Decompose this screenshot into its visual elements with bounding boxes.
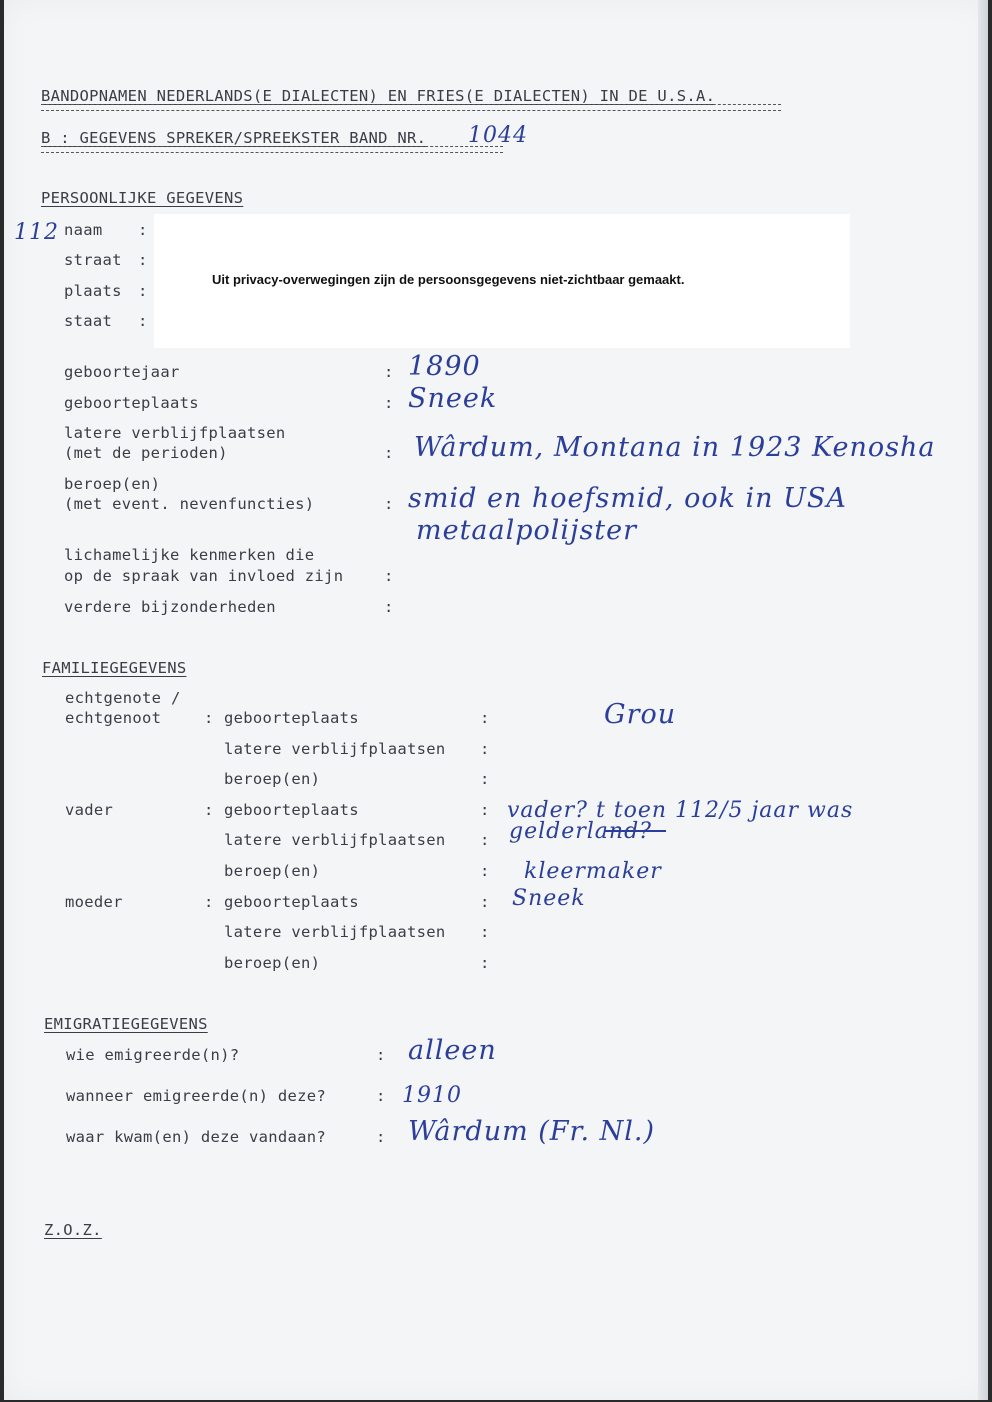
value-echtgenote-geboorteplaats: Grou xyxy=(604,699,677,730)
label-moeder: moeder xyxy=(65,893,123,911)
margin-note: 112 xyxy=(14,220,59,245)
label-echtgenote-1: echtgenote / xyxy=(65,689,181,707)
label-waar: waar kwam(en) deze vandaan? xyxy=(66,1128,327,1146)
colon: : xyxy=(384,444,394,462)
label-lichamelijk-1: lichamelijke kenmerken die xyxy=(64,546,315,564)
label-wanneer: wanneer emigreerde(n) deze? xyxy=(66,1087,327,1105)
colon: : xyxy=(376,1087,386,1105)
label-echtgenote-2: echtgenoot xyxy=(65,709,162,727)
colon: : xyxy=(138,251,148,269)
value-geboorteplaats: Sneek xyxy=(408,383,498,414)
label-straat: straat xyxy=(64,251,122,269)
label-naam: naam xyxy=(64,221,103,239)
label-moeder-latere: latere verblijfplaatsen xyxy=(224,923,446,941)
band-number: 1044 xyxy=(468,123,528,148)
value-wie: alleen xyxy=(408,1035,497,1066)
label-geboortejaar: geboortejaar xyxy=(64,363,180,381)
colon: : xyxy=(138,221,148,239)
colon: : xyxy=(480,893,490,911)
label-staat: staat xyxy=(64,312,113,330)
colon: : xyxy=(480,831,490,849)
colon: : xyxy=(376,1128,386,1146)
colon: : xyxy=(204,709,214,727)
colon: : xyxy=(138,282,148,300)
colon: : xyxy=(480,923,490,941)
colon: : xyxy=(376,1046,386,1064)
section-heading-persoonlijk: PERSOONLIJKE GEGEVENS xyxy=(41,189,244,207)
label-moeder-beroep: beroep(en) xyxy=(224,954,321,972)
section-heading-familie: FAMILIEGEGEVENS xyxy=(42,659,187,677)
strikethrough-mark xyxy=(604,830,666,832)
page-edge xyxy=(978,0,988,1400)
section-heading-emigratie: EMIGRATIEGEGEVENS xyxy=(44,1015,208,1033)
label-echtgenote-latere: latere verblijfplaatsen xyxy=(224,740,446,758)
label-vader-beroep: beroep(en) xyxy=(224,862,321,880)
form-page xyxy=(4,0,988,1400)
label-geboorteplaats: geboorteplaats xyxy=(64,394,199,412)
label-echtgenote-beroep: beroep(en) xyxy=(224,770,321,788)
value-latere-verblijfplaatsen: Wârdum, Montana in 1923 Kenosha xyxy=(414,432,936,463)
colon: : xyxy=(384,598,394,616)
value-vader-beroep: kleermaker xyxy=(524,859,662,884)
label-vader-latere: latere verblijfplaatsen xyxy=(224,831,446,849)
label-beroep-1: beroep(en) xyxy=(64,475,161,493)
label-latere-2: (met de perioden) xyxy=(64,444,228,462)
colon: : xyxy=(384,394,394,412)
privacy-notice: Uit privacy-overwegingen zijn de persoonsgegevens niet-zichtbaar gemaakt. xyxy=(212,272,685,287)
label-vader-geboorteplaats: geboorteplaats xyxy=(224,801,359,819)
form-subtitle: B : GEGEVENS SPREKER/SPREEKSTER BAND NR. xyxy=(41,129,427,147)
label-verdere: verdere bijzonderheden xyxy=(64,598,276,616)
label-plaats: plaats xyxy=(64,282,122,300)
form-title: BANDOPNAMEN NEDERLANDS(E DIALECTEN) EN FRIES(E DIALECTEN) IN DE U.S.A. xyxy=(41,87,716,105)
title-double-rule xyxy=(41,104,781,111)
colon: : xyxy=(480,740,490,758)
value-vader-latere: gelderland? xyxy=(509,819,652,844)
colon: : xyxy=(480,801,490,819)
value-vader-geboorteplaats: vader? t toen 112/5 jaar was xyxy=(507,798,854,823)
label-echtgenote-geboorteplaats: geboorteplaats xyxy=(224,709,359,727)
colon: : xyxy=(384,567,394,585)
colon: : xyxy=(480,709,490,727)
label-wie: wie emigreerde(n)? xyxy=(66,1046,240,1064)
value-beroep-2: metaalpolijster xyxy=(416,515,638,546)
label-beroep-2: (met event. nevenfuncties) xyxy=(64,495,315,513)
value-waar: Wârdum (Fr. Nl.) xyxy=(408,1116,656,1147)
label-vader: vader xyxy=(65,801,114,819)
colon: : xyxy=(480,862,490,880)
label-moeder-geboorteplaats: geboorteplaats xyxy=(224,893,359,911)
colon: : xyxy=(204,893,214,911)
colon: : xyxy=(480,954,490,972)
value-beroep-1: smid en hoefsmid, ook in USA xyxy=(408,483,847,514)
value-wanneer: 1910 xyxy=(402,1083,462,1108)
colon: : xyxy=(204,801,214,819)
privacy-redaction-box xyxy=(154,214,850,348)
colon: : xyxy=(384,495,394,513)
subtitle-double-rule xyxy=(41,146,503,153)
label-lichamelijk-2: op de spraak van invloed zijn xyxy=(64,567,344,585)
value-moeder-geboorteplaats: Sneek xyxy=(512,886,586,911)
colon: : xyxy=(480,770,490,788)
colon: : xyxy=(384,363,394,381)
colon: : xyxy=(138,312,148,330)
label-latere-1: latere verblijfplaatsen xyxy=(64,424,286,442)
footer-zoz: Z.O.Z. xyxy=(44,1221,102,1239)
value-geboortejaar: 1890 xyxy=(408,351,481,382)
